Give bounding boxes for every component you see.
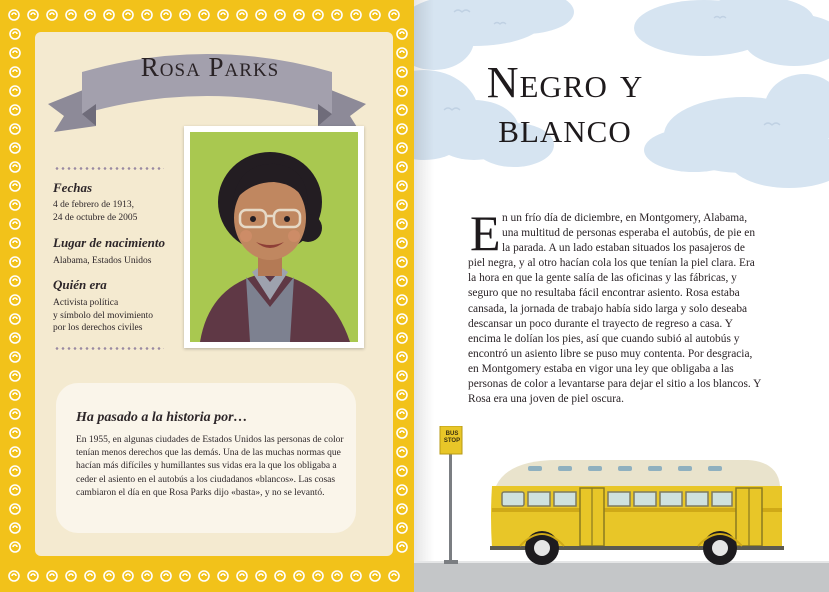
drop-cap-spacer <box>468 211 502 255</box>
swirl-ornament <box>199 571 209 581</box>
birthplace-value: Alabama, Estados Unidos <box>53 256 152 266</box>
swirl-ornament <box>47 10 57 20</box>
swirl-ornament <box>397 428 407 438</box>
swirl-ornament <box>10 447 20 457</box>
swirl-ornament <box>10 314 20 324</box>
swirl-ornament <box>397 333 407 343</box>
swirl-ornament <box>142 571 152 581</box>
swirl-ornament <box>370 10 380 20</box>
history-title: Ha pasado a la historia por… <box>76 410 248 425</box>
swirl-ornament <box>397 447 407 457</box>
swirl-ornament <box>104 10 114 20</box>
swirl-ornament <box>313 10 323 20</box>
swirl-ornament <box>397 48 407 58</box>
swirl-ornament <box>10 105 20 115</box>
swirl-ornament <box>397 200 407 210</box>
swirl-ornament <box>397 295 407 305</box>
dates-value: 4 de febrero de 1913, 24 de octubre de 2005 <box>53 200 138 223</box>
swirl-ornament <box>397 276 407 286</box>
swirl-ornament <box>180 571 190 581</box>
swirl-ornament <box>10 162 20 172</box>
swirl-ornament <box>28 571 38 581</box>
swirl-ornament <box>237 10 247 20</box>
swirl-ornament <box>218 571 228 581</box>
swirl-ornament <box>104 571 114 581</box>
swirl-ornament <box>275 10 285 20</box>
history-text: En 1955, en algunas ciudades de Estados Unidos las personas de color tenían menos derechos que las demás. Una de las muchas normas que hacían más difíciles y humillantes sus vidas era la que los obligaba a ceder el asiento en el autobús a los ciudadanos «blancos». Las cosas cambiaron el día en que Rosa Parks dijo «basta», y no se levantó. <box>76 435 344 498</box>
swirl-ornament <box>10 466 20 476</box>
swirl-ornament <box>10 200 20 210</box>
story-text <box>468 211 764 407</box>
swirl-ornament <box>142 10 152 20</box>
swirl-ornament <box>351 571 361 581</box>
swirl-ornament <box>397 162 407 172</box>
swirl-ornament <box>370 571 380 581</box>
swirl-ornament <box>10 181 20 191</box>
swirl-ornament <box>161 571 171 581</box>
swirl-ornament <box>256 10 266 20</box>
swirl-ornament <box>397 409 407 419</box>
swirl-ornament <box>397 504 407 514</box>
swirl-ornament <box>237 571 247 581</box>
swirl-ornament <box>397 371 407 381</box>
swirl-ornament <box>397 352 407 362</box>
swirl-ornament <box>397 86 407 96</box>
swirl-ornament <box>397 181 407 191</box>
swirl-ornament <box>161 10 171 20</box>
swirl-ornament <box>10 219 20 229</box>
swirl-ornament <box>397 219 407 229</box>
swirl-ornament <box>10 276 20 286</box>
bus-stop-sign <box>436 426 466 566</box>
ribbon-title: Rosa Parks <box>140 52 280 82</box>
swirl-ornament <box>10 238 20 248</box>
dotted-divider-top <box>54 167 164 170</box>
portrait-frame <box>184 126 364 348</box>
swirl-ornament <box>294 10 304 20</box>
swirl-ornament <box>397 523 407 533</box>
swirl-ornament <box>180 10 190 20</box>
swirl-ornament <box>10 48 20 58</box>
birthplace-label: Lugar de nacimiento <box>53 235 165 250</box>
swirl-ornament <box>28 10 38 20</box>
swirl-ornament <box>294 571 304 581</box>
swirl-ornament <box>199 10 209 20</box>
swirl-ornament <box>397 542 407 552</box>
swirl-ornament <box>332 571 342 581</box>
swirl-ornament <box>389 571 399 581</box>
swirl-ornament <box>10 428 20 438</box>
dotted-divider-bottom <box>54 347 164 350</box>
swirl-ornament <box>10 257 20 267</box>
swirl-ornament <box>397 257 407 267</box>
swirl-ornament <box>10 352 20 362</box>
who-value: Activista política y símbolo del movimiento por los derechos civiles <box>53 298 154 333</box>
swirl-ornament <box>66 10 76 20</box>
swirl-ornament <box>10 371 20 381</box>
swirl-ornament <box>10 295 20 305</box>
chapter-title-line2: blanco <box>498 103 632 152</box>
swirl-ornament <box>397 124 407 134</box>
swirl-ornament <box>397 67 407 77</box>
swirl-ornament <box>85 10 95 20</box>
swirl-ornament <box>10 390 20 400</box>
swirl-ornament <box>10 504 20 514</box>
swirl-ornament <box>85 571 95 581</box>
swirl-ornament <box>10 124 20 134</box>
swirl-ornament <box>397 466 407 476</box>
bus-illustration <box>488 456 788 568</box>
swirl-ornament <box>397 390 407 400</box>
swirl-ornament <box>397 105 407 115</box>
bus-stop-label: BUS STOP <box>443 431 461 444</box>
portrait-illustration <box>190 132 358 342</box>
swirl-ornament <box>123 571 133 581</box>
swirl-ornament <box>397 485 407 495</box>
swirl-ornament <box>10 143 20 153</box>
swirl-ornament <box>10 542 20 552</box>
chapter-title-line1: Negro y <box>486 58 644 107</box>
swirl-ornament <box>397 29 407 39</box>
chapter-title <box>430 60 700 150</box>
swirl-ornament <box>66 571 76 581</box>
swirl-ornament <box>218 10 228 20</box>
swirl-ornament <box>313 571 323 581</box>
swirl-ornament <box>397 314 407 324</box>
swirl-ornament <box>10 86 20 96</box>
swirl-ornament <box>10 523 20 533</box>
swirl-ornament <box>10 485 20 495</box>
dates-label: Fechas <box>53 180 92 195</box>
swirl-ornament <box>332 10 342 20</box>
drop-cap: E <box>470 205 501 261</box>
left-page <box>0 0 414 592</box>
swirl-ornament <box>275 571 285 581</box>
swirl-ornament <box>256 571 266 581</box>
who-label: Quién era <box>53 277 107 292</box>
swirl-ornament <box>10 67 20 77</box>
swirl-ornament <box>123 10 133 20</box>
swirl-ornament <box>10 29 20 39</box>
swirl-ornament <box>351 10 361 20</box>
rosa-parks-illustration <box>190 132 358 342</box>
story-body: n un frío día de diciembre, en Montgomery, Alabama, una multitud de personas esperaba el autobús, de pie en la parada. A un lado estaban situados los pasajeros de piel negra, y al otro hacían cola los que tenían la piel clara. Era la hora en que la gente salía de las oficinas y las fábricas, y seguro que no resultaba fácil encontrar asiento. Rosa estaba cansada, la jornada de trabajo había sido larga y solo deseaba descansar un poco durante el trayecto de regreso a casa. Y encima le dolían los pies, así que cuando subió al autobús y encontró un asiento libre se puso muy contenta. Por desgracia, en Montgomery estaba en vigor una ley que obligaba a las personas de color a levantarse para dejar el sitio a los blancos. Y Rosa era una joven de piel oscura. <box>468 212 761 406</box>
swirl-ornament <box>397 238 407 248</box>
swirl-ornament <box>9 571 19 581</box>
swirl-ornament <box>47 571 57 581</box>
swirl-ornament <box>397 143 407 153</box>
swirl-ornament <box>10 409 20 419</box>
swirl-ornament <box>10 333 20 343</box>
swirl-ornament <box>389 10 399 20</box>
swirl-ornament <box>9 10 19 20</box>
